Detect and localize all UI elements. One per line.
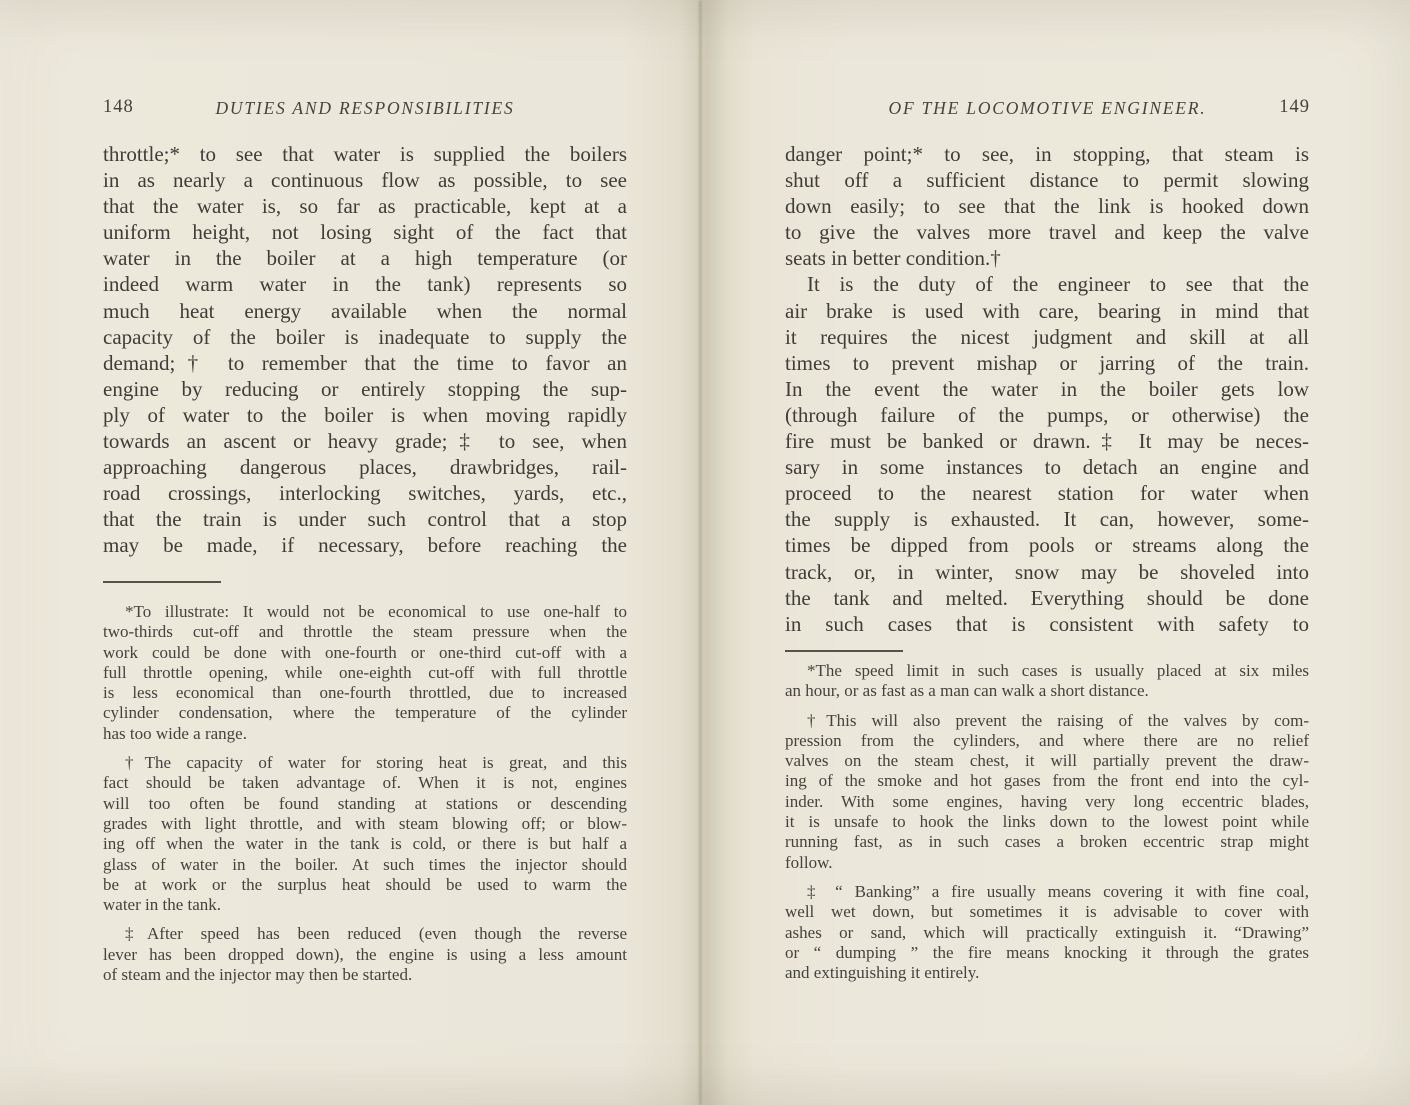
- text-line: (through failure of the pumps, or otherwise) the: [785, 402, 1309, 427]
- text-line: It is the duty of the engineer to see that the: [807, 272, 1309, 297]
- text-line: running fast, as in such cases a broken eccentric strap might: [785, 832, 1309, 852]
- text-line: two-thirds cut-off and throttle the steam pressure when the: [103, 622, 627, 642]
- footnote: [103, 602, 627, 744]
- body-text-left: [103, 141, 627, 559]
- text-line: ‡ “ Banking” a fire usually means covering it with fine coal,: [807, 881, 1309, 901]
- text-line: In the event the water in the boiler gets low: [785, 376, 1309, 401]
- text-line: of steam and the injector may then be started.: [103, 965, 413, 985]
- text-line: inder. With some engines, having very long eccentric blades,: [785, 791, 1309, 811]
- text-line: †The capacity of water for storing heat is great, and this: [125, 753, 627, 773]
- text-line: in such cases that is consistent with safety to: [785, 611, 1309, 636]
- text-line: full throttle opening, while one-eighth cut-off with full throttle: [103, 662, 627, 682]
- text-line: *To illustrate: It would not be economical to use one-half to: [125, 602, 627, 621]
- text-line: it is unsafe to hook the links down to the lowest point while: [785, 812, 1309, 832]
- footnote: [103, 753, 627, 915]
- text-line: danger point;* to see, in stopping, that steam is: [785, 142, 1309, 166]
- text-line: ashes or sand, which will practically extinguish it. “Drawing”: [785, 922, 1309, 942]
- text-line: fire must be banked or drawn.‡ It may be neces-: [785, 429, 1309, 454]
- text-line: in as nearly a continuous flow as possible, to see: [103, 168, 627, 193]
- text-line: ing of the smoke and hot gases from the front end into the cyl-: [785, 771, 1309, 791]
- text-line: water in the boiler at a high temperature (or: [103, 246, 627, 271]
- text-line: *The speed limit in such cases is usually placed at six miles: [807, 661, 1309, 680]
- text-line: sary in some instances to detach an engine and: [785, 455, 1309, 480]
- text-line: has too wide a range.: [103, 723, 247, 743]
- text-line: road crossings, interlocking switches, yards, etc.,: [103, 481, 627, 506]
- text-line: glass of water in the boiler. At such times the injector should: [103, 854, 627, 874]
- text-line: cylinder condensation, where the temperature of the cylinder: [103, 703, 627, 723]
- text-line: seats in better condition.†: [785, 246, 1001, 271]
- text-line: ply of water to the boiler is when moving rapidly: [103, 402, 627, 427]
- page-gutter-crease: [699, 0, 702, 1105]
- paragraph: [785, 141, 1309, 271]
- footnote-separator-left: [103, 581, 221, 583]
- text-line: follow.: [785, 852, 833, 872]
- text-line: pression from the cylinders, and where there are no relief: [785, 730, 1309, 750]
- page-number-right: 149: [1279, 97, 1310, 117]
- footnote: [785, 661, 1309, 702]
- text-line: approaching dangerous places, drawbridges, rail-: [103, 455, 627, 480]
- running-head-right-title: OF THE LOCOMOTIVE ENGINEER.: [888, 98, 1207, 118]
- footnotes-right: [785, 661, 1309, 983]
- running-header-right: [785, 97, 1310, 121]
- text-line: work could be done with one-fourth or one-third cut-off with a: [103, 642, 627, 662]
- text-line: valves on the steam chest, it will partially prevent the draw-: [785, 751, 1309, 771]
- text-line: grades with light throttle, and with steam blowing off; or blow-: [103, 813, 627, 833]
- text-line: that the train is under such control that a stop: [103, 507, 627, 532]
- text-line: down easily; to see that the link is hooked down: [785, 194, 1309, 219]
- text-line: †This will also prevent the raising of the valves by com-: [807, 710, 1309, 730]
- text-line: may be made, if necessary, before reaching the: [103, 533, 627, 558]
- text-line: capacity of the boiler is inadequate to supply the: [103, 324, 627, 349]
- running-header-left: [103, 97, 627, 121]
- footnotes-left: [103, 602, 627, 985]
- text-line: is less economical than one-fourth throttled, due to increased: [103, 683, 627, 703]
- text-line: demand;† to remember that the time to favor an: [103, 350, 627, 375]
- text-line: throttle;* to see that water is supplied the boilers: [103, 142, 627, 166]
- text-line: the supply is exhausted. It can, however, some-: [785, 507, 1309, 532]
- body-text-right: [785, 141, 1309, 637]
- page-number-left: 148: [103, 97, 134, 117]
- text-line: to give the valves more travel and keep the valve: [785, 220, 1309, 245]
- text-line: uniform height, not losing sight of the fact that: [103, 220, 627, 245]
- text-line: times to prevent mishap or jarring of the train.: [785, 350, 1309, 375]
- footnote-separator-right: [785, 650, 903, 652]
- footnote: [785, 711, 1309, 873]
- text-line: ‡After speed has been reduced (even though the reverse: [125, 924, 627, 944]
- text-line: times be dipped from pools or streams along the: [785, 533, 1309, 558]
- text-line: ing off when the water in the tank is cold, or there is but half a: [103, 834, 627, 854]
- text-line: water in the tank.: [103, 895, 222, 915]
- paragraph: [103, 141, 627, 559]
- text-line: the tank and melted. Everything should be done: [785, 585, 1309, 610]
- text-line: it requires the nicest judgment and skill at all: [785, 324, 1309, 349]
- text-line: will too often be found standing at stations or descending: [103, 793, 627, 813]
- running-head-left-title: DUTIES AND RESPONSIBILITIES: [215, 98, 515, 118]
- text-line: fact should be taken advantage of. When it is not, engines: [103, 773, 627, 793]
- text-line: that the water is, so far as practicable, kept at a: [103, 194, 627, 219]
- text-line: or “ dumping ” the fire means knocking it through the grates: [785, 942, 1309, 962]
- text-line: be at work or the surplus heat should be used to warm the: [103, 874, 627, 894]
- text-line: track, or, in winter, snow may be shoveled into: [785, 559, 1309, 584]
- paragraph: [785, 271, 1309, 636]
- text-line: an hour, or as fast as a man can walk a short distance.: [785, 681, 1149, 701]
- text-line: shut off a sufficient distance to permit slowing: [785, 168, 1309, 193]
- text-line: well wet down, but sometimes it is advisable to cover with: [785, 902, 1309, 922]
- text-line: air brake is used with care, bearing in mind that: [785, 298, 1309, 323]
- text-line: indeed warm water in the tank) represents so: [103, 272, 627, 297]
- text-line: lever has been dropped down), the engine is using a less amount: [103, 944, 627, 964]
- text-line: much heat energy available when the normal: [103, 298, 627, 323]
- text-line: proceed to the nearest station for water when: [785, 481, 1309, 506]
- text-line: and extinguishing it entirely.: [785, 963, 980, 983]
- text-line: towards an ascent or heavy grade;‡ to see, when: [103, 429, 627, 454]
- footnote: [785, 882, 1309, 983]
- footnote: [103, 924, 627, 985]
- text-line: engine by reducing or entirely stopping the sup-: [103, 376, 627, 401]
